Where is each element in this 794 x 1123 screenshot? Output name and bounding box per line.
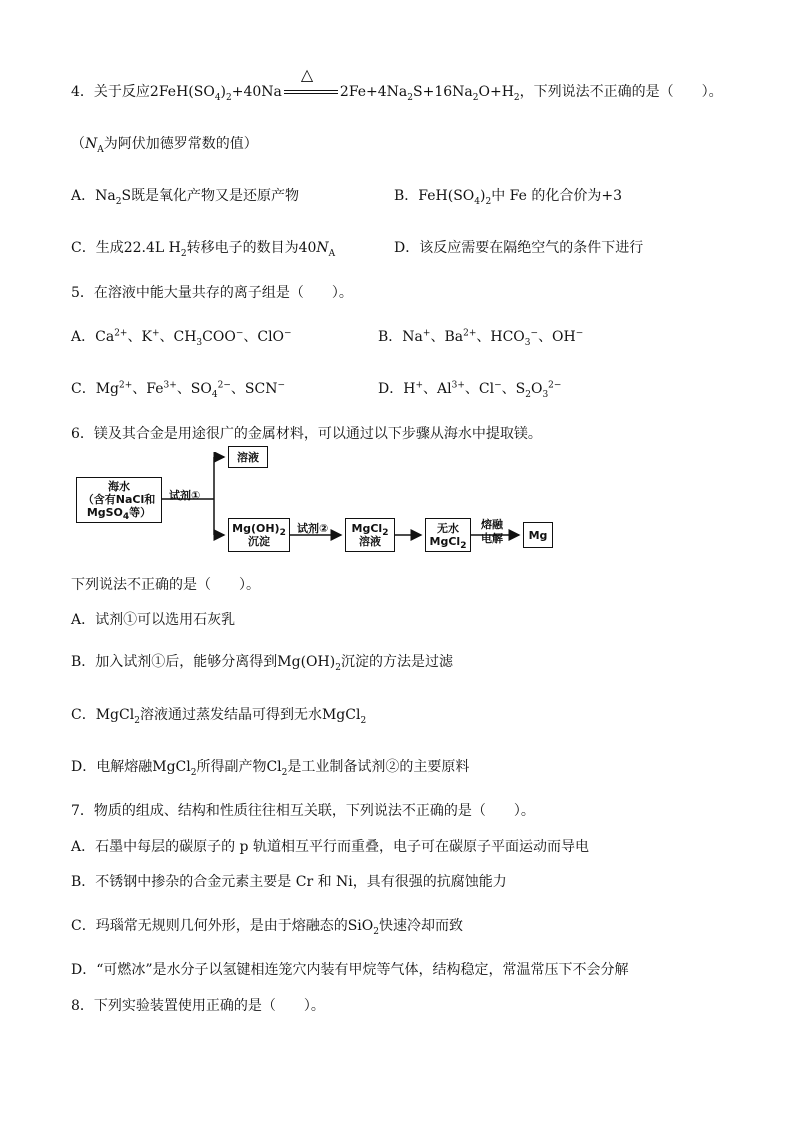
q7-option-c: C．玛瑙常无规则几何外形，是由于熔融态的SiO$_2$快速冷却而致: [71, 918, 463, 937]
q5-option-b: B．Na+、$Ba^{2+}$、$HCO_3^-$、OH−: [378, 328, 584, 348]
seawater-box: 海水 （含有NaCl和 MgSO$_4$等）: [76, 477, 162, 523]
mg-box: Mg: [523, 522, 553, 548]
q5-stem: 5．在溶液中能大量共存的离子组是（ ）。: [71, 285, 353, 301]
q6-option-d: D．电解熔融MgCl$_2$所得副产物$Cl_2$是工业制备试剂②的主要原料: [71, 759, 470, 778]
q6-option-c: C．MgCl$_2$溶液通过蒸发结晶可得到无水MgCl$_2$: [71, 707, 367, 726]
q7-option-b: B．不锈钢中掺杂的合金元素主要是 Cr 和 Ni，具有很强的抗腐蚀能力: [71, 874, 507, 890]
q6-ask: 下列说法不正确的是（ ）。: [71, 577, 260, 593]
q4-stem: 4．关于反应$2FeH(SO_4)_2+40Na$ △ $2Fe+4Na_2S+16Na_2O+H_2$，下列说法不正确的是（ ）。: [71, 65, 723, 103]
flow-chart: [71, 452, 571, 562]
q7-option-d: D．“可燃冰”是水分子以氢键相连笼穴内装有甲烷等气体，结构稳定，常温常压下不会分解: [71, 962, 629, 978]
anhydrous-mgcl2-box: 无水 MgCl$_2$: [425, 518, 471, 552]
q7-stem: 7．物质的组成、结构和性质往往相互关联，下列说法不正确的是（ ）。: [71, 803, 535, 819]
q4-option-b: B．$FeH(SO_4)_2$中 Fe 的化合价为+3: [394, 188, 622, 207]
melt-electrolysis-label: 熔融 电解: [481, 518, 503, 545]
q5-option-a: A．$Ca^{2+}$、K+、$CH_3COO^-$、ClO−: [71, 328, 292, 348]
q4-note: （$N_A$为阿伏加德罗常数的值）: [71, 136, 258, 155]
mgoh2-box: $Mg(OH)_2$ 沉淀: [228, 518, 290, 552]
reagent1-label: 试剂①: [169, 489, 201, 502]
q8-stem: 8．下列实验装置使用正确的是（ ）。: [71, 998, 325, 1014]
heat-arrow: △: [284, 90, 338, 94]
mgcl2-solution-box: MgCl$_2$ 溶液: [345, 518, 395, 552]
solution-box: 溶液: [228, 446, 268, 468]
q4-option-c: C．生成22.4L $H_2$转移电子的数目为$40N_A$: [71, 240, 336, 259]
reagent2-label: 试剂②: [297, 522, 329, 535]
q7-option-a: A．石墨中每层的碳原子的 p 轨道相互平行而重叠，电子可在碳原子平面运动而导电: [71, 839, 589, 855]
q4-option-d: D．该反应需要在隔绝空气的条件下进行: [394, 240, 644, 256]
q6-option-a: A．试剂①可以选用石灰乳: [71, 612, 236, 628]
q5-option-d: D．H+、$Al^{3+}$、Cl−、$S_2O_3^{2-}$: [378, 380, 562, 400]
q4-option-a: A．$Na_2S$既是氧化产物又是还原产物: [71, 188, 300, 207]
q5-option-c: C．$Mg^{2+}$、$Fe^{3+}$、$SO_4^{2-}$、SCN−: [71, 380, 286, 400]
q6-option-b: B．加入试剂①后，能够分离得到$Mg(OH)_2$沉淀的方法是过滤: [71, 654, 453, 673]
q6-stem: 6．镁及其合金是用途很广的金属材料，可以通过以下步骤从海水中提取镁。: [71, 426, 542, 442]
